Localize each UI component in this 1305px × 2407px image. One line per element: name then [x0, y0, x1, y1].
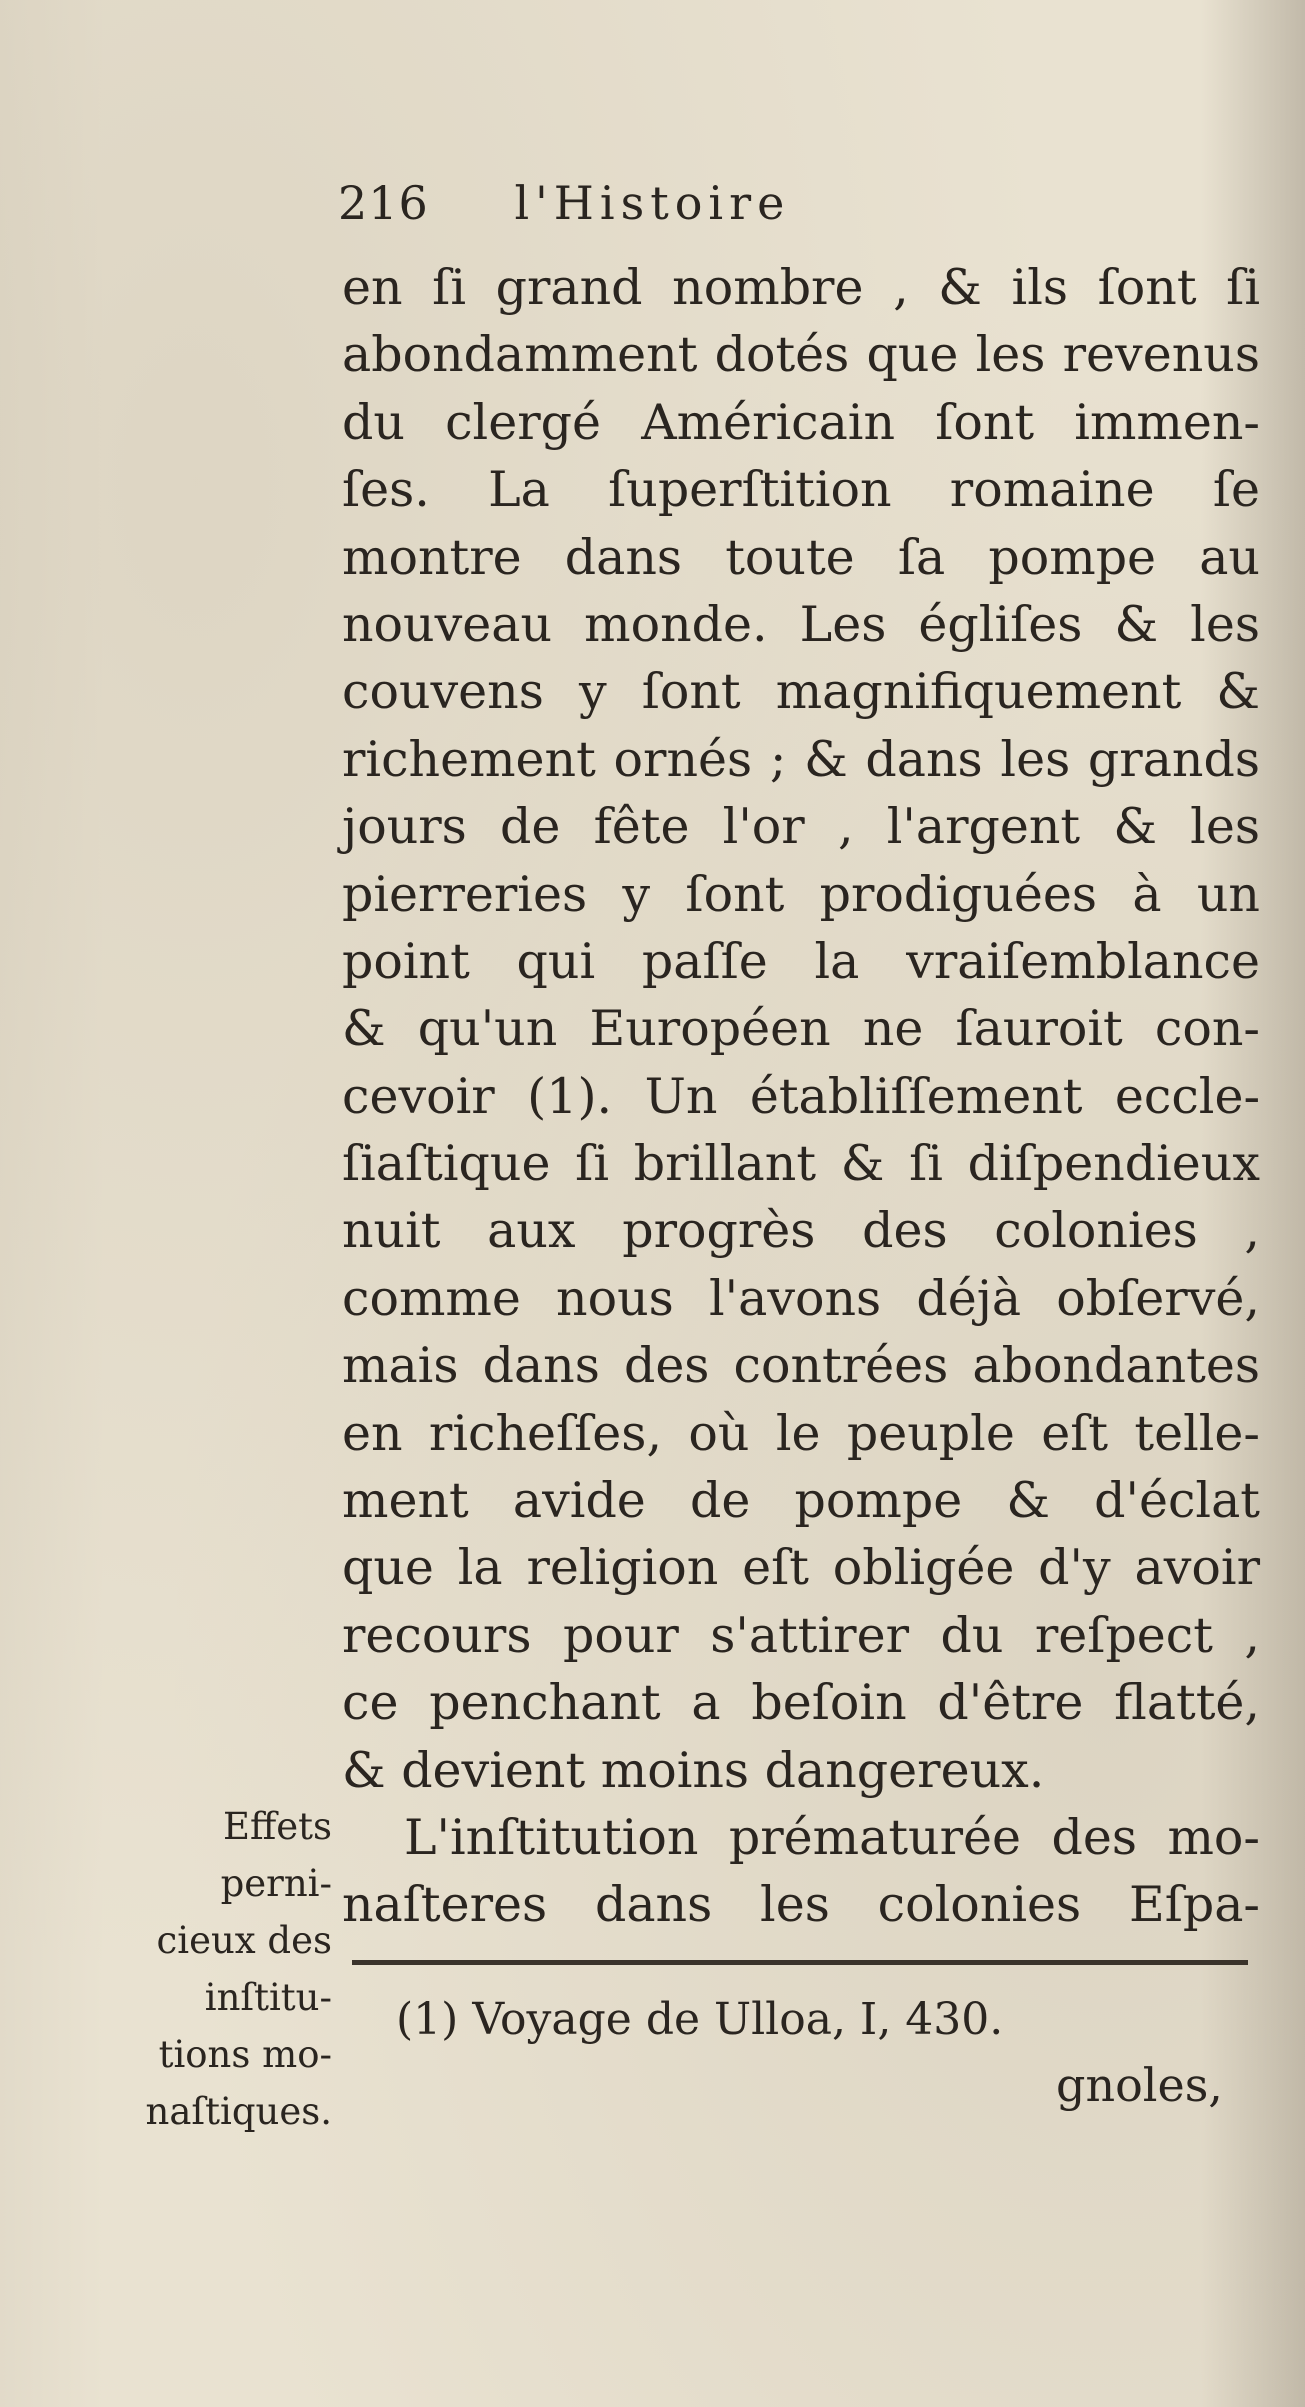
text-line: richement ornés ; & dans les grands — [342, 730, 1260, 788]
footnote: (1) Voyage de Ulloa, I, 430. — [396, 1994, 1004, 2045]
text-line: ſes. La ſuperſtition romaine ſe — [342, 461, 1260, 519]
margin-note-line: Effets — [222, 1805, 332, 1848]
text-line: ment avide de pompe & d'éclat — [342, 1472, 1260, 1530]
margin-note-line: inſtitu- — [204, 1976, 332, 2019]
text-line: cevoir (1). Un établiſſement eccle- — [342, 1067, 1260, 1125]
margin-note-line: cieux des — [156, 1919, 332, 1962]
text-line: point qui paſſe la vraiſemblance — [342, 932, 1260, 990]
text-line: & qu'un Européen ne ſauroit con- — [342, 1000, 1260, 1058]
text-line: recours pour s'attirer du reſpect , — [342, 1606, 1260, 1664]
text-line: nuit aux progrès des colonies , — [342, 1202, 1260, 1260]
text-line: en ſi grand nombre , & ils ſont ſi — [342, 259, 1260, 316]
page-header — [338, 176, 790, 230]
text-line: naſteres dans les colonies Eſpa- — [342, 1876, 1260, 1934]
text-line: que la religion eſt obligée d'y avoir — [342, 1539, 1260, 1597]
text-line: jours de fête l'or , l'argent & les — [342, 798, 1260, 856]
page-number: 216 — [338, 176, 429, 230]
text-line: comme nous l'avons déjà obſervé, — [342, 1269, 1260, 1327]
margin-note-line: perni- — [220, 1862, 332, 1905]
text-line: nouveau monde. Les égliſes & les — [342, 595, 1260, 653]
text-line: mais dans des contrées abondantes — [342, 1337, 1260, 1395]
running-title: l'Histoire — [514, 176, 791, 230]
text-line: ce penchant a beſoin d'être flatté, — [342, 1674, 1260, 1732]
text-line: abondamment dotés que les revenus — [342, 326, 1260, 384]
catchword: gnoles, — [1056, 2058, 1223, 2112]
text-line: montre dans toute ſa pompe au — [342, 528, 1260, 586]
text-line: pierreries y ſont prodiguées à un — [342, 865, 1260, 923]
body-text — [342, 254, 1260, 1939]
text-line: couvens y ſont magnifiquement & — [342, 663, 1260, 721]
margin-note-line: tions mo- — [158, 2033, 332, 2076]
text-line: L'inſtitution prématurée des mo- — [404, 1808, 1260, 1866]
text-line: ſiaſtique ſi brillant & ſi diſpendieux — [342, 1135, 1260, 1193]
footnote-rule — [352, 1960, 1248, 1965]
text-line: du clergé Américain ſont immen- — [342, 393, 1260, 451]
margin-note-line: naſtiques. — [145, 2090, 332, 2133]
margin-note — [96, 1798, 332, 2140]
text-line: en richeſſes, où le peuple eſt telle- — [342, 1404, 1260, 1462]
text-line: & devient moins dangereux. — [342, 1741, 1045, 1799]
